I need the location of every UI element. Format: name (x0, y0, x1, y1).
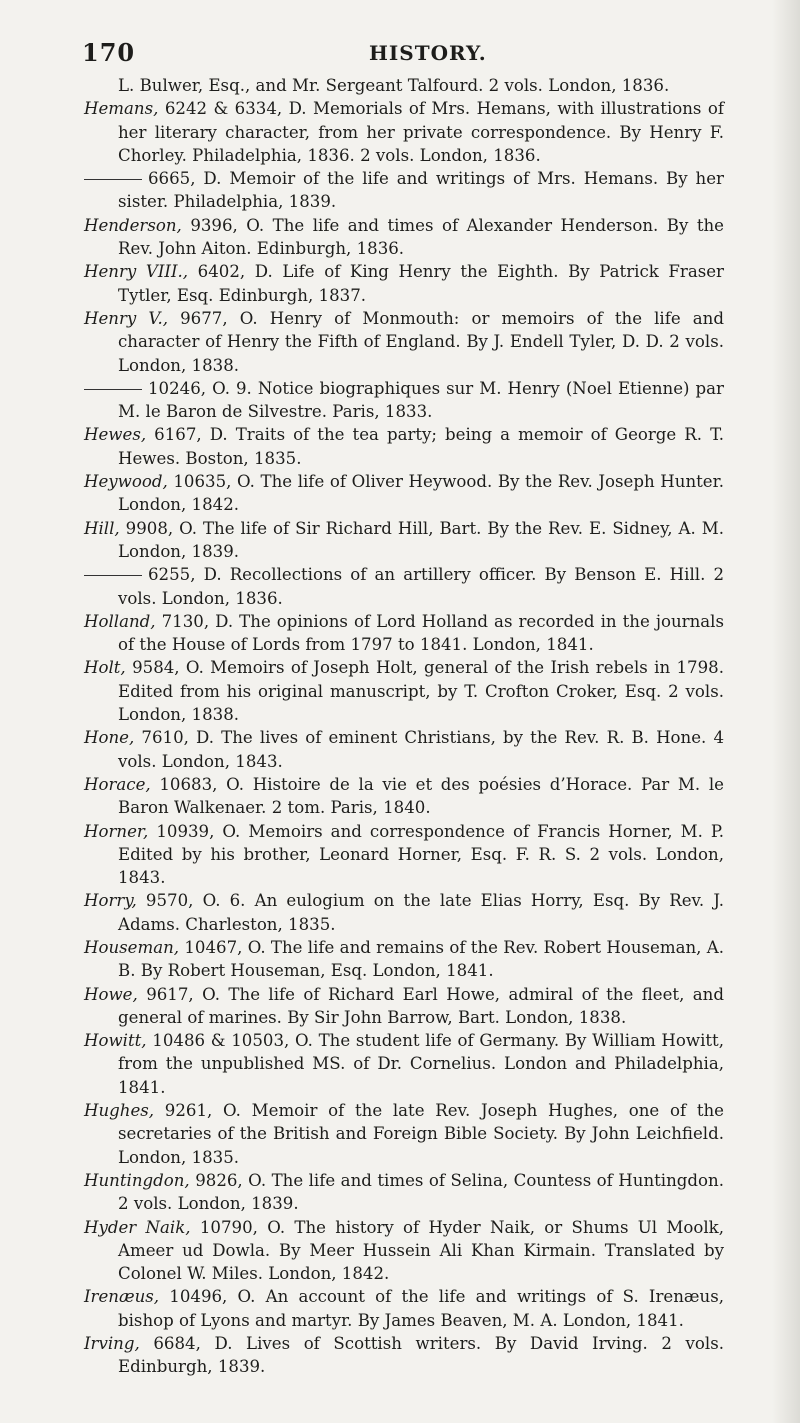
entry-name: Huntingdon, (84, 1170, 190, 1190)
entry-text: 9677, O. Henry of Monmouth: or memoirs of the life and character of Henry the Fifth of England. By J. Endell Tyler, D. D. 2 vols. London, 1838. (118, 308, 724, 375)
entry-name: Horace, (84, 774, 151, 794)
entry-text: 10790, O. The history of Hyder Naik, or Shums Ul Moolk, Ameer ud Dowla. By Meer Hussein Ali Khan Kirmain. Translated by Colonel W. Miles. London, 1842. (118, 1217, 724, 1284)
entry-name: Holt, (84, 658, 126, 678)
entry-name: Hewes, (84, 425, 147, 445)
entry-text: 9826, O. The life and times of Selina, Countess of Huntingdon. 2 vols. London, 1839. (118, 1170, 724, 1214)
bibliography-entry (84, 1169, 724, 1216)
entry-text: 9570, O. 6. An eulogium on the late Elias Horry, Esq. By Rev. J. Adams. Charleston, 1835. (118, 891, 724, 934)
entry-text: 10486 & 10503, O. The student life of Germany. By William Howitt, from the unpublished MS. of Dr. Cornelius. London and Philadelphia, 1841. (118, 1031, 724, 1097)
entry-name: Hemans, (84, 99, 159, 119)
entry-name: Heywood, (84, 472, 168, 492)
page-header (82, 38, 722, 68)
bibliography-entry (84, 1332, 724, 1379)
entry-name: Henry VIII., (84, 262, 189, 282)
page-edge-shadow (772, 0, 800, 1423)
entry-text: 7130, D. The opinions of Lord Holland as recorded in the journals of the House of Lords from 1797 to 1841. London, 1841. (118, 611, 724, 655)
bibliography-entry (84, 983, 724, 1030)
entry-name: Hone, (84, 728, 135, 748)
entry-text: L. Bulwer, Esq., and Mr. Sergeant Talfourd. 2 vols. London, 1836. (118, 76, 670, 95)
bibliography-entry (84, 936, 724, 983)
entry-name: Hughes, (84, 1101, 155, 1121)
bibliography-entry (84, 97, 724, 167)
bibliography-entry (84, 260, 724, 307)
bibliography-entry (84, 726, 724, 773)
entry-text: 6255, D. Recollections of an artillery officer. By Benson E. Hill. 2 vols. London, 1836. (118, 565, 724, 608)
entry-text: 10683, O. Histoire de la vie et des poésies d’Horace. Par M. le Baron Walkenaer. 2 tom. Paris, 1840. (118, 774, 724, 818)
entry-text: 7610, D. The lives of eminent Christians, by the Rev. R. B. Hone. 4 vols. London, 1843. (118, 728, 724, 771)
entry-name: Henderson, (84, 215, 182, 235)
entry-text: 9396, O. The life and times of Alexander Henderson. By the Rev. John Aiton. Edinburgh, 1836. (118, 215, 724, 259)
entry-text: 10635, O. The life of Oliver Heywood. By the Rev. Joseph Hunter. London, 1842. (118, 472, 725, 515)
entry-text: 10496, O. An account of the life and writings of S. Irenæus, bishop of Lyons and martyr. By James Beaven, M. A. London, 1841. (118, 1287, 724, 1330)
bibliography-entry (84, 656, 724, 726)
entry-text: 9908, O. The life of Sir Richard Hill, Bart. By the Rev. E. Sidney, A. M. London, 1839. (118, 518, 724, 561)
entry-text: 6167, D. Traits of the tea party; being a memoir of George R. T. Hewes. Boston, 1835. (118, 425, 724, 468)
entry-name: Holland, (84, 611, 156, 631)
entry-text: 9617, O. The life of Richard Earl Howe, admiral of the fleet, and general of marines. By Sir John Barrow, Bart. London, 1838. (118, 984, 724, 1027)
page-number: 170 (82, 38, 136, 67)
entry-text: 10246, O. 9. Notice biographiques sur M. Henry (Noel Etienne) par M. le Baron de Silvestre. Paris, 1833. (118, 378, 724, 422)
entry-name: Howitt, (84, 1031, 147, 1051)
bibliography-entry (84, 307, 724, 377)
bibliography-entry (84, 74, 724, 97)
entry-name: Horner, (84, 821, 149, 841)
ditto-dash (84, 575, 142, 576)
bibliography-entry (84, 889, 724, 936)
entry-name: Horry, (84, 891, 137, 911)
entry-name: Irenæus, (84, 1287, 160, 1307)
bibliography-entry (84, 377, 724, 424)
bibliography-entry (84, 773, 724, 820)
ditto-dash (84, 179, 142, 180)
entry-text: 9261, O. Memoir of the late Rev. Joseph Hughes, one of the secretaries of the British and Foreign Bible Society. By John Leichfield. London, 1835. (118, 1101, 724, 1167)
entry-text: 10467, O. The life and remains of the Rev. Robert Houseman, A. B. By Robert Houseman, Esq. London, 1841. (118, 937, 724, 981)
bibliography-entry (84, 1216, 724, 1286)
entry-name: Henry V., (84, 308, 169, 328)
bibliography-entry (84, 423, 724, 470)
bibliography-entry (84, 517, 724, 564)
entry-name: Hill, (84, 518, 120, 538)
entry-text: 9584, O. Memoirs of Joseph Holt, general of the Irish rebels in 1798. Edited from his original manuscript, by T. Crofton Croker, Esq. 2 vols. London, 1838. (118, 658, 725, 725)
bibliography-entry (84, 1099, 724, 1169)
entry-name: Hyder Naik, (84, 1217, 191, 1237)
bibliography-entry (84, 1285, 724, 1332)
entry-text: 6402, D. Life of King Henry the Eighth. By Patrick Fraser Tytler, Esq. Edinburgh, 1837. (118, 262, 724, 305)
entry-text: 6684, D. Lives of Scottish writers. By David Irving. 2 vols. Edinburgh, 1839. (118, 1334, 725, 1377)
bibliography-entry (84, 563, 724, 610)
entry-text: 6665, D. Memoir of the life and writings of Mrs. Hemans. By her sister. Philadelphia, 1839. (118, 169, 724, 212)
entry-name: Irving, (84, 1334, 140, 1354)
entry-text: 6242 & 6334, D. Memorials of Mrs. Hemans, with illustrations of her literary character, from her private correspondence. By Henry F. Chorley. Philadelphia, 1836. 2 vols. London, 1836. (118, 99, 724, 165)
entry-name: Houseman, (84, 937, 180, 957)
running-head: HISTORY. (369, 41, 487, 65)
entry-name: Howe, (84, 984, 138, 1004)
bibliography-entry (84, 610, 724, 657)
bibliography-entry (84, 1029, 724, 1099)
bibliography-entry (84, 470, 724, 517)
bibliography-list (84, 74, 724, 1379)
bibliography-entry (84, 214, 724, 261)
bibliography-entry (84, 167, 724, 214)
bibliography-entry (84, 820, 724, 890)
entry-text: 10939, O. Memoirs and correspondence of Francis Horner, M. P. Edited by his brother, Leonard Horner, Esq. F. R. S. 2 vols. London, 1843. (118, 821, 724, 888)
ditto-dash (84, 389, 142, 390)
